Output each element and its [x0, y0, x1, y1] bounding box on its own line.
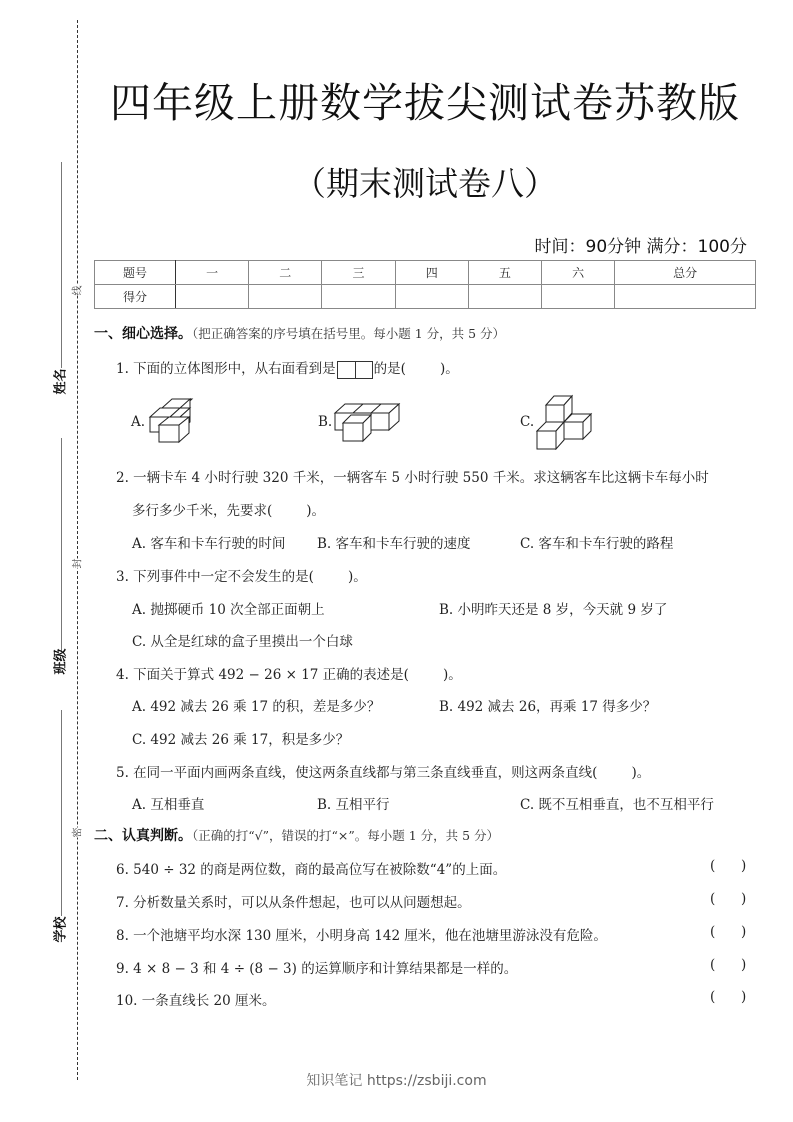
judge-answer-blank[interactable]: ( )	[710, 858, 747, 874]
question-2: 2. 一辆卡车 4 小时行驶 320 千米，一辆客车 5 小时行驶 550 千米。求这辆客车比这辆卡车每小时	[116, 470, 709, 486]
question-stem: )。	[347, 569, 367, 585]
question-1	[116, 357, 459, 379]
table-cell: 四	[395, 261, 468, 285]
question-2-cont	[132, 499, 325, 519]
cut-mark-seal: 封	[69, 559, 84, 569]
cube-figure-c-icon	[536, 394, 594, 450]
table-cell: 五	[468, 261, 541, 285]
score-table-score-row	[95, 285, 756, 309]
question-stem: )。	[439, 361, 459, 377]
question-stem: )。	[631, 765, 651, 781]
cube-figure-b-icon	[333, 403, 401, 443]
judge-answer-blank[interactable]: ( )	[710, 924, 747, 940]
score-cell[interactable]	[615, 285, 756, 309]
judge-item-9: 9. 4 × 8 − 3 和 4 ÷ (8 − 3) 的运算顺序和计算结果都是一样的。	[116, 961, 518, 977]
option-c: C. 492 减去 26 乘 17，积是多少？	[132, 732, 350, 748]
table-cell: 三	[322, 261, 395, 285]
cut-mark-line: 线	[69, 286, 84, 296]
table-cell: 二	[249, 261, 322, 285]
question-stem: 5. 在同一平面内画两条直线，使这两条直线都与第三条直线垂直，则这两条直线(	[116, 765, 598, 781]
page-title: 四年级上册数学拔尖测试卷苏教版	[110, 79, 740, 127]
school-blank-line	[61, 710, 62, 916]
option-b: B. 492 减去 26，再乘 17 得多少？	[439, 699, 657, 715]
option-a: A. 抛掷硬币 10 次全部正面朝上	[132, 602, 325, 618]
option-c-label: C.	[520, 414, 535, 430]
score-cell[interactable]	[468, 285, 541, 309]
section-1-header	[94, 323, 505, 343]
section-1-note: （把正确答案的序号填在括号里。每小题 1 分，共 5 分）	[192, 326, 506, 341]
section-2-note: （正确的打“√”，错误的打“×”。每小题 1 分，共 5 分）	[192, 828, 500, 843]
question-stem: )。	[442, 667, 462, 683]
page-subtitle: （期末测试卷八）	[293, 164, 557, 203]
score-cell[interactable]	[395, 285, 468, 309]
question-stem: 3. 下列事件中一定不会发生的是(	[116, 569, 314, 585]
judge-item-6: 6. 540 ÷ 32 的商是两位数，商的最高位写在被除数“4”的上面。	[116, 862, 507, 878]
judge-answer-blank[interactable]: ( )	[710, 989, 747, 1005]
judge-answer-blank[interactable]: ( )	[710, 957, 747, 973]
question-4	[116, 663, 462, 683]
question-3	[116, 565, 367, 585]
section-2-heading: 二、认真判断。	[94, 828, 192, 844]
table-cell: 得分	[95, 285, 176, 309]
question-stem: 4. 下面关于算式 492 − 26 × 17 正确的表述是(	[116, 667, 409, 683]
option-a: A. 492 减去 26 乘 17 的积，差是多少？	[132, 699, 381, 715]
score-cell[interactable]	[249, 285, 322, 309]
school-label: 学校	[53, 916, 69, 943]
option-c: C. 既不互相垂直，也不互相平行	[520, 797, 714, 813]
score-cell[interactable]	[542, 285, 615, 309]
score-table-header-row	[95, 261, 756, 285]
score-table	[94, 260, 756, 309]
question-5	[116, 761, 650, 781]
table-cell: 六	[542, 261, 615, 285]
score-cell[interactable]	[176, 285, 249, 309]
watermark-footer: 知识笔记 https://zsbiji.com	[306, 1073, 487, 1089]
exam-meta: 时间：90分钟 满分：100分	[534, 237, 747, 257]
judge-item-7: 7. 分析数量关系时，可以从条件想起，也可以从问题想起。	[116, 895, 471, 911]
two-square-view-icon	[337, 361, 373, 379]
judge-item-10: 10. 一条直线长 20 厘米。	[116, 993, 276, 1009]
cut-mark-secret: 密	[69, 828, 84, 838]
section-1-heading: 一、细心选择。	[94, 326, 192, 342]
cube-figure-a-icon	[146, 398, 198, 444]
table-cell: 题号	[95, 261, 176, 285]
question-stem: 的是(	[373, 361, 406, 377]
question-stem: 多行多少千米，先要求(	[132, 503, 273, 519]
judge-answer-blank[interactable]: ( )	[710, 891, 747, 907]
option-a: A. 互相垂直	[132, 797, 205, 813]
score-cell[interactable]	[322, 285, 395, 309]
option-c: C. 客车和卡车行驶的路程	[520, 536, 674, 552]
option-b-label: B.	[318, 414, 333, 430]
class-label: 班级	[53, 648, 69, 675]
table-cell: 一	[176, 261, 249, 285]
option-c: C. 从全是红球的盒子里摸出一个白球	[132, 634, 353, 650]
option-b: B. 客车和卡车行驶的速度	[317, 536, 471, 552]
option-a: A. 客车和卡车行驶的时间	[132, 536, 286, 552]
option-b: B. 小明昨天还是 8 岁，今天就 9 岁了	[439, 602, 668, 618]
question-stem: 1. 下面的立体图形中，从右面看到是	[116, 361, 336, 377]
class-blank-line	[61, 438, 62, 652]
option-a-label: A.	[131, 414, 146, 430]
table-cell: 总分	[615, 261, 756, 285]
option-b: B. 互相平行	[317, 797, 390, 813]
name-label: 姓名	[53, 368, 69, 395]
section-2-header	[94, 825, 499, 845]
judge-item-8: 8. 一个池塘平均水深 130 厘米，小明身高 142 厘米，他在池塘里游泳没有危险。	[116, 928, 607, 944]
question-stem: )。	[306, 503, 326, 519]
